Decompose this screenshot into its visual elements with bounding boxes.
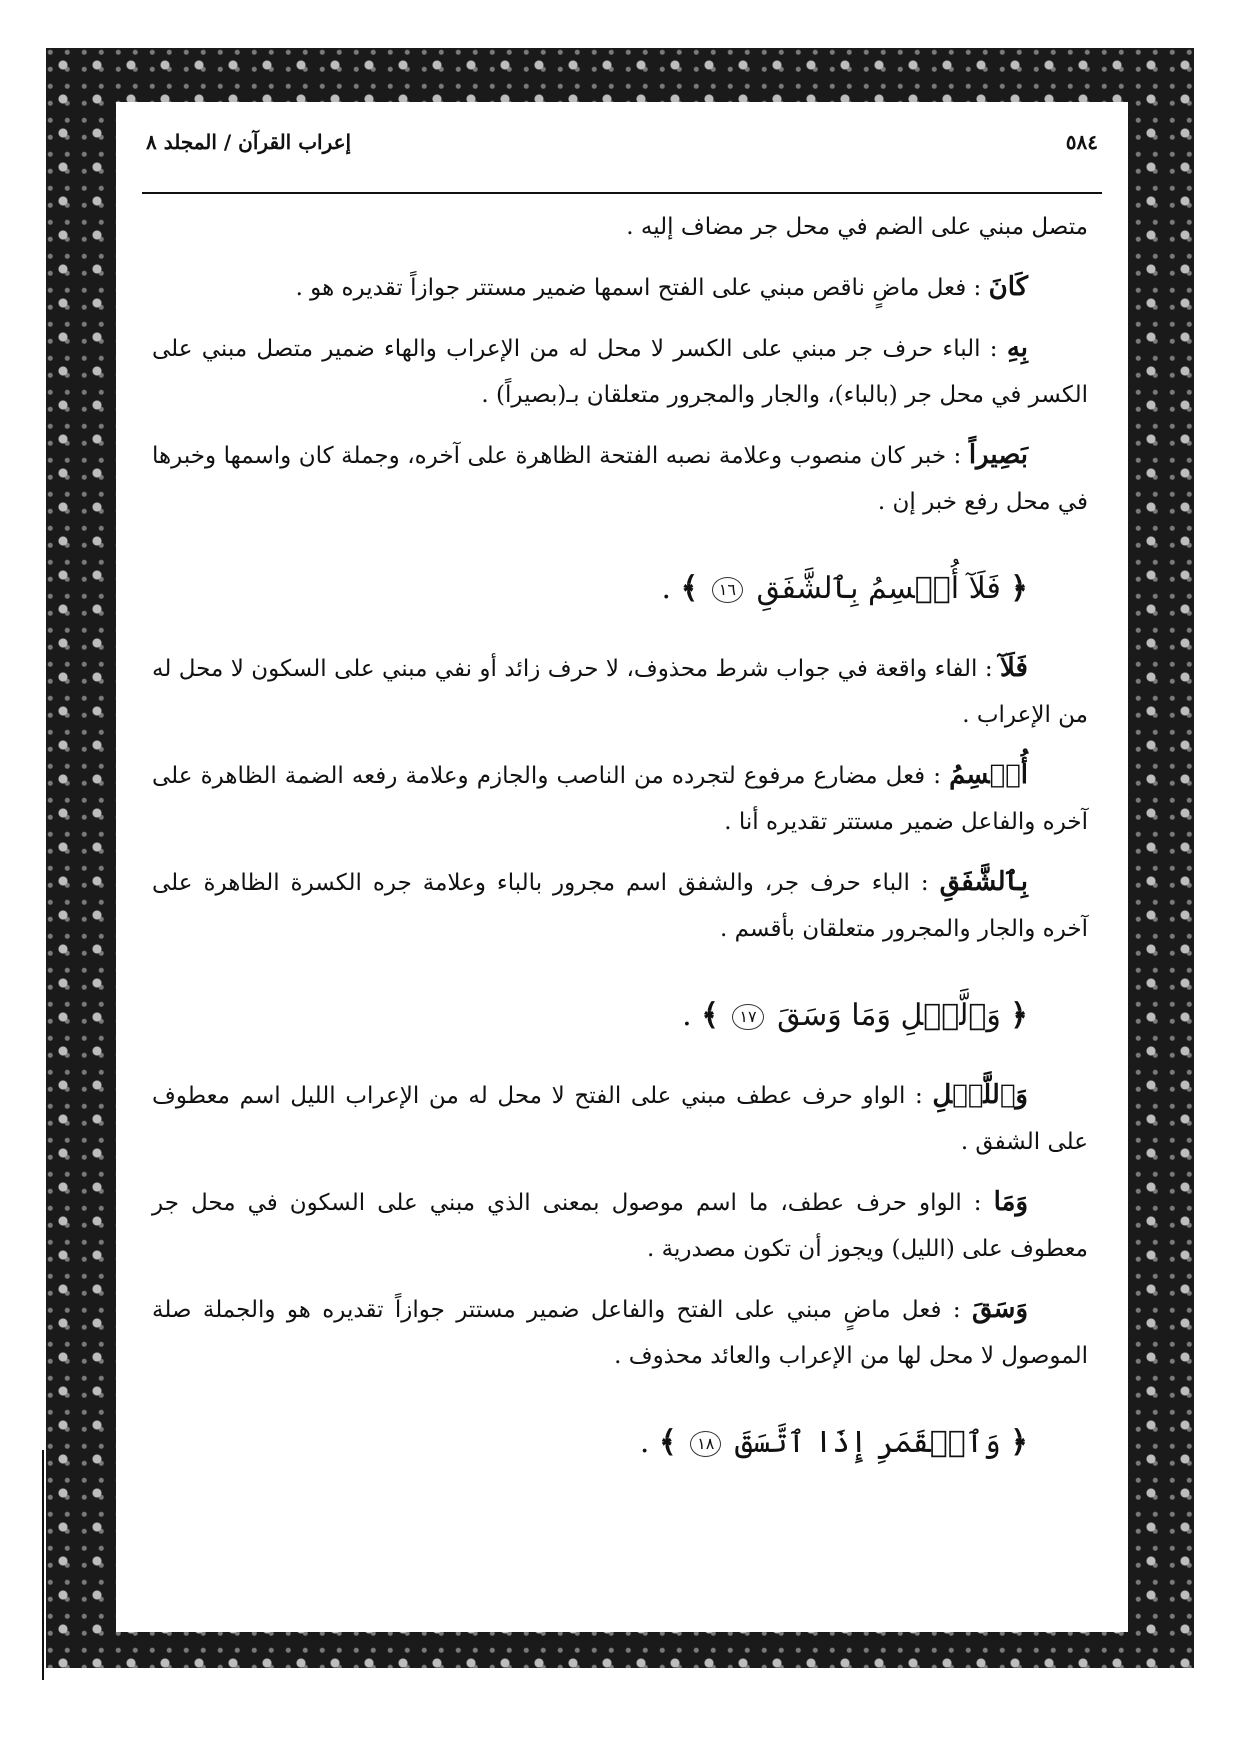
analysis-text: : خبر كان منصوب وعلامة نصبه الفتحة الظاهرة على آخره، وجملة كان واسمها وخبرها في محل رفع خبر إن . [152,443,1088,515]
analysis-text: : الباء حرف جر، والشفق اسم مجرور بالباء وعلامة جره الكسرة الظاهرة على آخره والجار والمجرور متعلقان بأقسم . [152,870,1088,942]
verse-end-mark: . [639,1425,650,1460]
analysis-text: : فعل ماضٍ مبني على الفتح والفاعل ضمير مستتر جوازاً تقديره هو والجملة صلة الموصول لا محل لها من الإعراب والعائد محذوف . [152,1297,1088,1369]
paragraph-kana [152,264,1088,311]
verse-17 [152,986,1028,1046]
analyzed-word: وَسَقَ [971,1294,1029,1324]
analyzed-word: أُقۡسِمُ [949,760,1028,790]
verse-open-bracket: ﴿ [1010,998,1028,1033]
paragraph-wasaq [152,1286,1088,1379]
paragraph-fala [152,645,1088,738]
analyzed-word: بِٱلشَّفَقِ [939,867,1028,897]
page-header [116,130,1128,166]
verse-18 [152,1413,1028,1473]
ayah-number-marker: ١٨ [690,1431,721,1457]
analyzed-word: فَلَآ [1000,653,1028,683]
analyzed-word: كَانَ [988,272,1028,302]
page-number: ٥٨٤ [1065,130,1098,154]
book-title: إعراب القرآن / المجلد ٨ [146,130,352,154]
paragraph-basiran [152,432,1088,525]
verse-open-bracket: ﴿ [1010,571,1028,606]
verse-open-bracket: ﴿ [1010,1425,1028,1460]
analysis-text: : الفاء واقعة في جواب شرط محذوف، لا حرف زائد أو نفي مبني على السكون لا محل له من الإعراب . [152,656,1088,728]
analysis-text: : فعل ماضٍ ناقص مبني على الفتح اسمها ضمير مستتر جوازاً تقديره هو . [295,275,982,301]
scan-edge-line [42,1450,44,1680]
verse-close-bracket: ﴾ [680,571,699,606]
analysis-text: : الواو حرف عطف، ما اسم موصول بمعنى الذي مبني على السكون في محل جر معطوف على (الليل) ويجوز أن تكون مصدرية . [152,1190,1088,1262]
paragraph-wama [152,1179,1088,1272]
paragraph-bishshafaq [152,859,1088,952]
paragraph-bihi [152,325,1088,418]
analyzed-word: وَٱللَّيۡلِ [932,1080,1028,1110]
page-content [152,204,1088,1499]
header-divider [142,192,1102,194]
verse-end-mark: . [682,998,692,1033]
analysis-text: : الواو حرف عطف مبني على الفتح لا محل له من الإعراب الليل اسم معطوف على الشفق . [152,1083,1088,1155]
verse-close-bracket: ﴾ [659,1425,677,1460]
analyzed-word: وَمَا [993,1187,1028,1217]
verse-16 [152,559,1028,619]
paragraph-continuation: متصل مبني على الضم في محل جر مضاف إليه . [626,214,1088,240]
verse-text: فَلَآ أُقۡسِمُ بِٱلشَّفَقِ [756,571,1001,606]
ayah-number-marker: ١٧ [732,1004,763,1030]
ayah-number-marker: ١٦ [712,577,743,603]
analyzed-word: بِهِ [1006,333,1028,363]
verse-end-mark: . [661,571,672,606]
verse-text: وَٱلَّيۡلِ وَمَا وَسَقَ [777,998,1001,1033]
verse-close-bracket: ﴾ [701,998,719,1033]
analyzed-word: بَصِيراً [968,440,1029,470]
analysis-text: : الباء حرف جر مبني على الكسر لا محل له من الإعراب والهاء ضمير متصل مبني على الكسر في محل جر (بالباء)، والجار والمجرور متعلقان بـ(بصيراً) . [152,336,1088,408]
paragraph-uqsimu [152,752,1088,845]
verse-text: وَٱلۡقَمَرِ إِذَا ٱتَّسَقَ [734,1425,1001,1460]
paragraph-wallayl [152,1072,1088,1165]
page [116,102,1128,1632]
ornamental-border [46,48,1194,1668]
analysis-text: : فعل مضارع مرفوع لتجرده من الناصب والجازم وعلامة رفعه الضمة الظاهرة على آخره والفاعل ضمير مستتر تقديره أنا . [152,763,1088,835]
